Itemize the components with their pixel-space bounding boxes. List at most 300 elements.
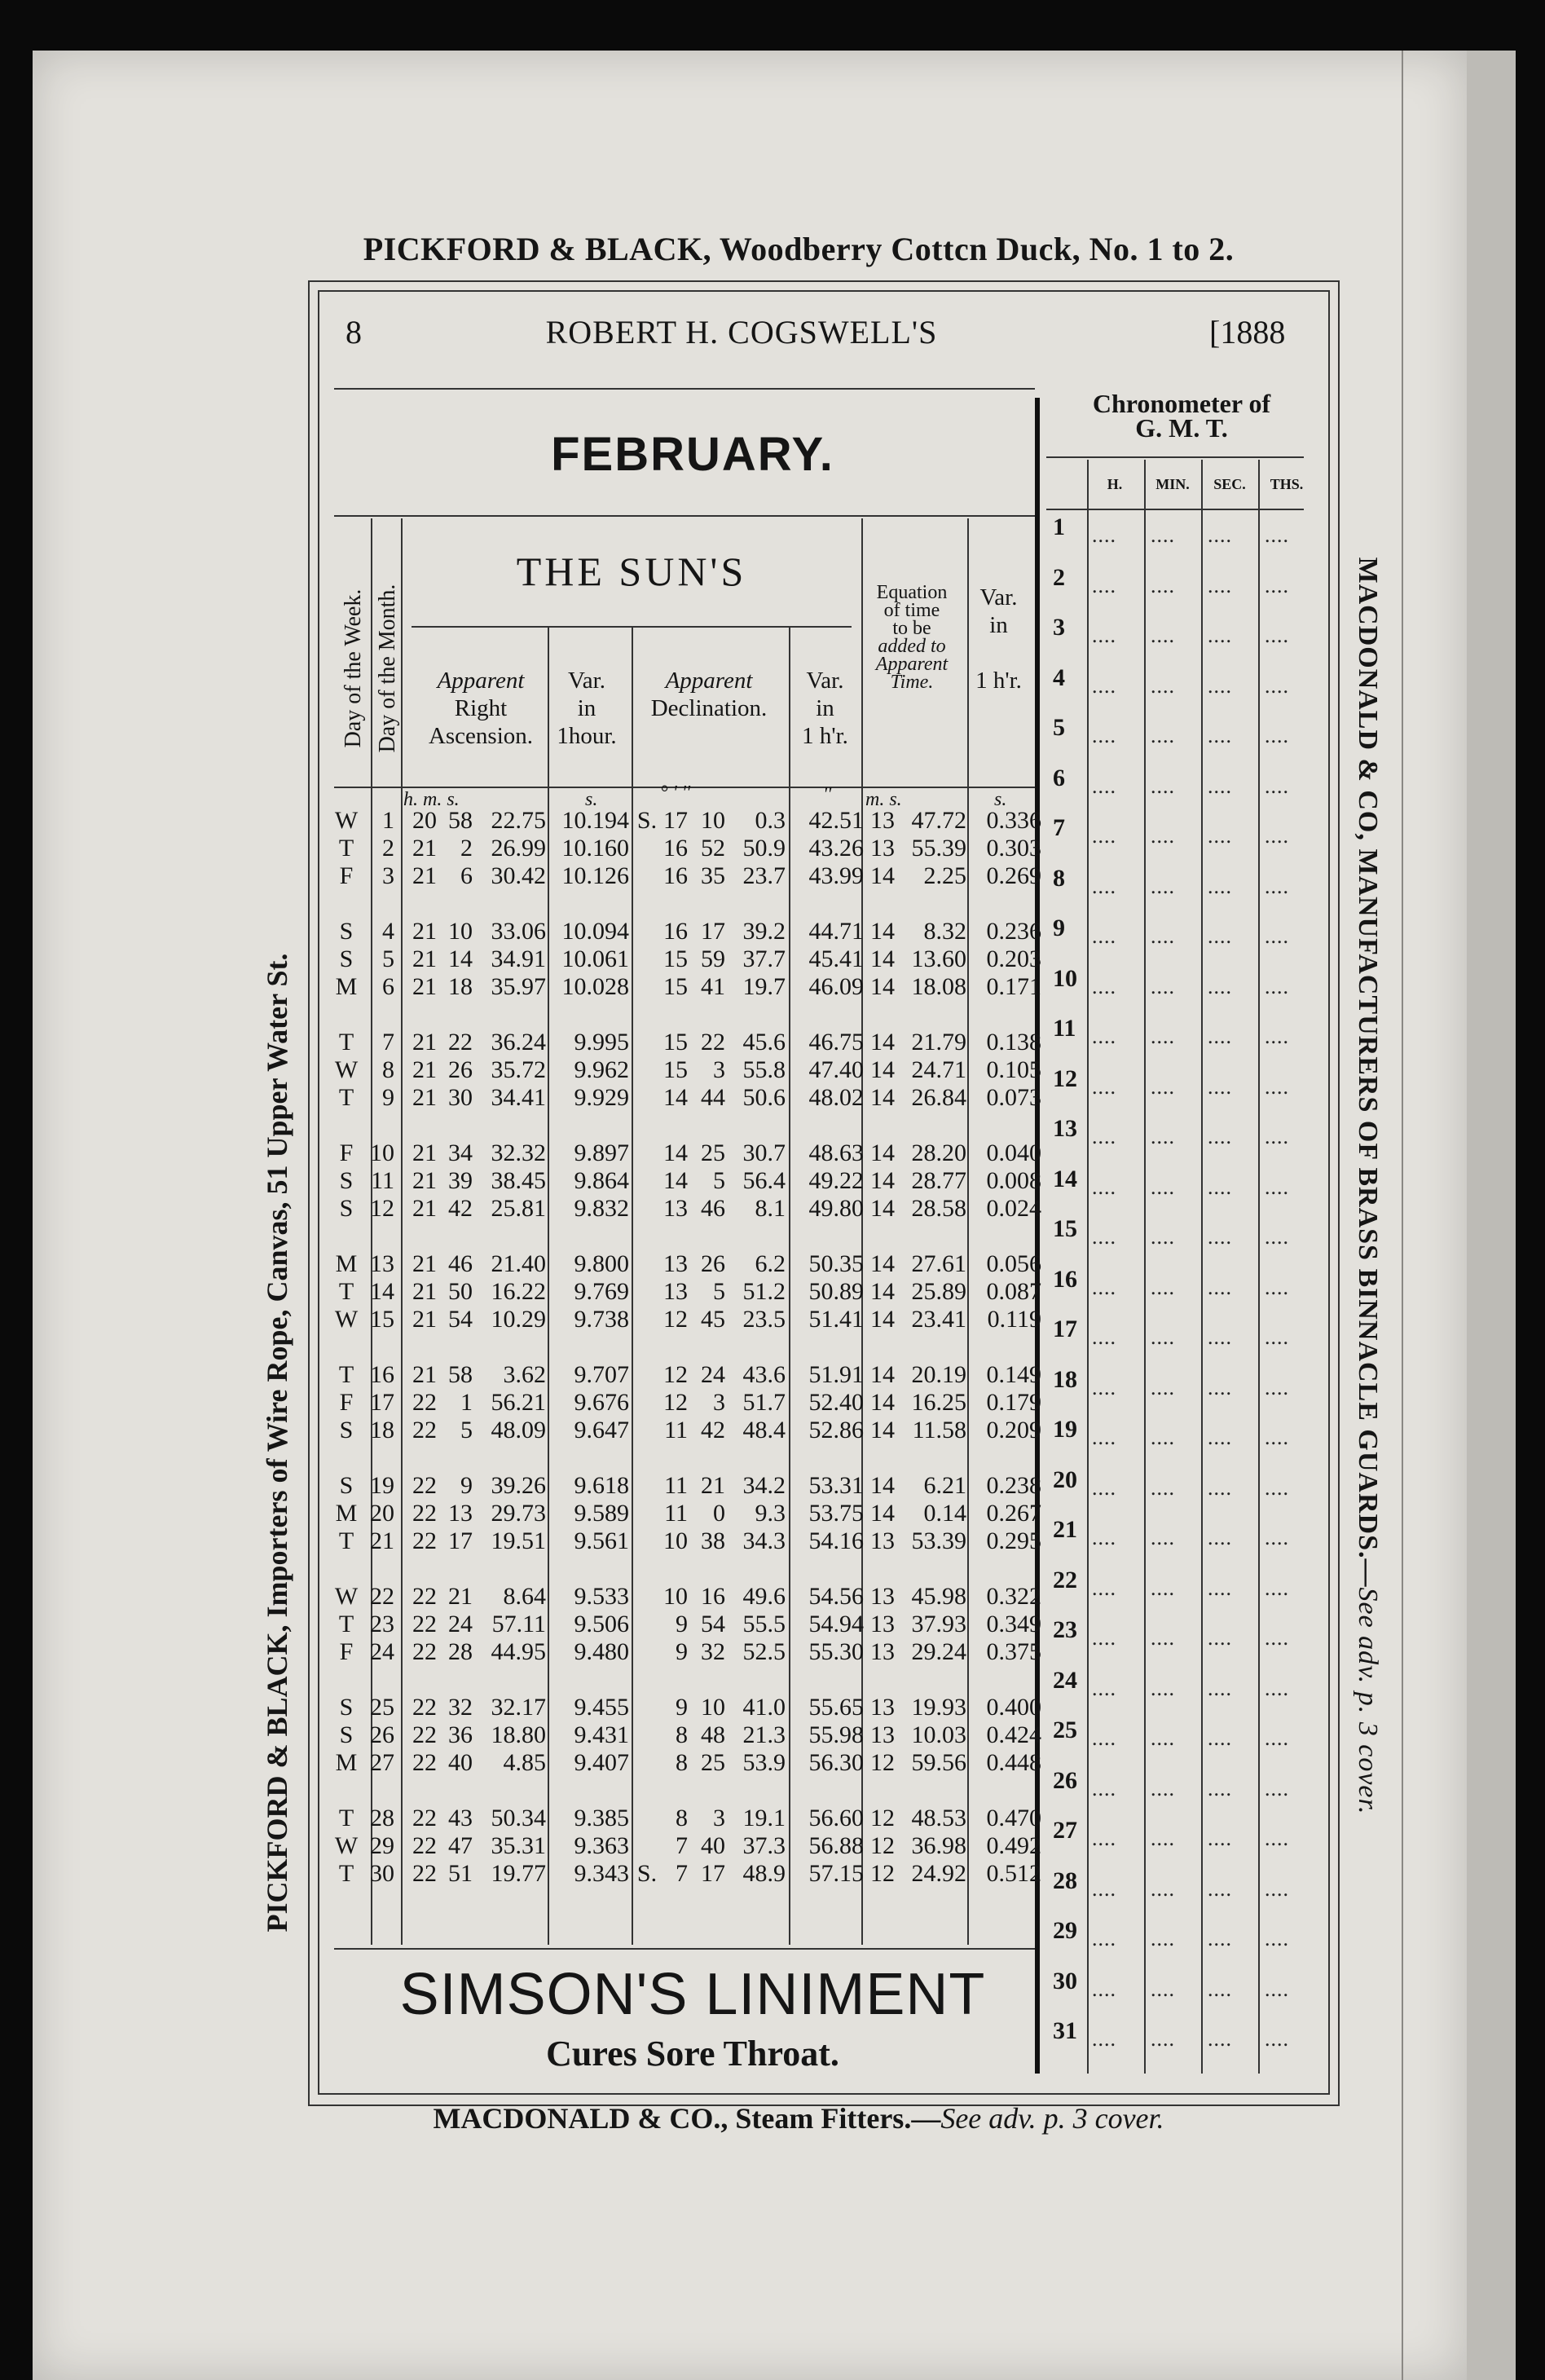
cell-rh: 22: [412, 1417, 437, 1443]
cell-em: 12: [870, 1832, 895, 1859]
cell-v3: 0.238: [986, 1472, 1041, 1499]
chrono-dots: ....: [1092, 1325, 1116, 1349]
chrono-dots: ....: [1208, 1827, 1232, 1850]
cell-es: 18.08: [911, 973, 966, 1000]
cell-v3: 0.269: [986, 862, 1041, 889]
chrono-dots: ....: [1265, 573, 1289, 597]
cell-dm: 45: [701, 1306, 725, 1333]
chrono-day: 26: [1053, 1766, 1077, 1794]
chrono-row: [1046, 564, 1315, 613]
chrono-dots: ....: [1208, 1426, 1232, 1449]
chrono-dots: ....: [1208, 1175, 1232, 1199]
chrono-day: 21: [1053, 1516, 1077, 1543]
cell-dm: 25: [701, 1749, 725, 1776]
cell-em: 14: [870, 1139, 895, 1166]
cell-d: 3: [382, 862, 394, 889]
cell-rh: 21: [412, 1278, 437, 1305]
cell-dd: 8: [676, 1805, 688, 1831]
chrono-dots: ....: [1208, 1776, 1232, 1800]
chrono-row: [1046, 1516, 1315, 1565]
cell-ds: 23.5: [742, 1306, 786, 1333]
chrono-dots: ....: [1265, 1676, 1289, 1700]
cell-d: 24: [370, 1638, 394, 1665]
cell-d: 2: [382, 835, 394, 862]
cell-wd: F: [339, 1139, 354, 1166]
chrono-row: [1046, 1065, 1315, 1114]
cell-rm: 10: [448, 918, 473, 945]
chrono-dots: ....: [1265, 874, 1289, 898]
chrono-dots: ....: [1151, 1225, 1175, 1249]
cell-em: 12: [870, 1860, 895, 1887]
cell-v3: 0.470: [986, 1805, 1041, 1831]
chrono-dots: ....: [1151, 1927, 1175, 1950]
cell-v2: 49.22: [808, 1167, 864, 1194]
ra-h3: Ascension.: [428, 723, 534, 749]
cell-v1: 9.676: [574, 1389, 629, 1416]
chrono-dots: ....: [1265, 2027, 1289, 2051]
cell-v2: 49.80: [808, 1195, 864, 1222]
cell-rh: 22: [412, 1472, 437, 1499]
page-number: 8: [346, 314, 362, 350]
ra-units: h. m. s.: [403, 789, 460, 810]
day-of-week-header: Day of the Week.: [341, 588, 366, 748]
cell-rs: 57.11: [491, 1611, 546, 1637]
cell-ds: 51.7: [742, 1389, 786, 1416]
var1-header: [550, 667, 623, 750]
cell-v1: 9.343: [574, 1860, 629, 1887]
chrono-row: [1046, 814, 1315, 863]
chrono-dots: ....: [1208, 1275, 1232, 1299]
chrono-dots: ....: [1265, 1977, 1289, 2001]
chrono-dots: ....: [1208, 624, 1232, 647]
cell-es: 19.93: [911, 1694, 966, 1721]
cell-rs: 36.24: [491, 1029, 546, 1056]
cell-v3: 0.105: [986, 1056, 1041, 1083]
chrono-dots: ....: [1265, 924, 1289, 948]
month-rule: [334, 515, 1035, 517]
cell-dd: 15: [663, 973, 688, 1000]
chrono-day: 27: [1053, 1817, 1077, 1844]
cell-wd: M: [335, 1500, 358, 1527]
cell-em: 14: [870, 1306, 895, 1333]
cell-es: 48.53: [911, 1805, 966, 1831]
cell-rh: 22: [412, 1583, 437, 1610]
cell-ds: 6.2: [755, 1250, 786, 1277]
cell-v2: 51.91: [808, 1361, 864, 1388]
cell-wd: T: [338, 1278, 354, 1305]
cell-em: 13: [870, 1583, 895, 1610]
chrono-dots: ....: [1092, 1576, 1116, 1600]
cell-dd: 17: [663, 807, 688, 834]
cell-em: 14: [870, 1500, 895, 1527]
cell-rm: 21: [448, 1583, 473, 1610]
cell-ds: 43.6: [742, 1361, 786, 1388]
cell-v2: 48.63: [808, 1139, 864, 1166]
cell-dd: 13: [663, 1278, 688, 1305]
cell-dm: 5: [713, 1167, 725, 1194]
chrono-day: 8: [1053, 864, 1065, 892]
cell-wd: W: [334, 1583, 359, 1610]
cell-es: 24.71: [911, 1056, 966, 1083]
chrono-rule: [1046, 509, 1304, 510]
chrono-dots: ....: [1265, 1475, 1289, 1500]
cell-wd: F: [339, 862, 354, 889]
cell-d: 21: [370, 1527, 394, 1554]
chrono-dots: ....: [1151, 1175, 1175, 1199]
cell-dd: 11: [664, 1472, 688, 1499]
chrono-dots: ....: [1092, 1526, 1116, 1549]
chrono-dots: ....: [1092, 1025, 1116, 1048]
cell-wd: T: [338, 1805, 354, 1831]
cell-v1: 9.800: [574, 1250, 629, 1277]
top-advertisement: PICKFORD & BLACK, Woodberry Cottcn Duck, No. 1 to 2.: [363, 231, 1235, 267]
cell-ds: 8.1: [755, 1195, 786, 1222]
table-row: [334, 1084, 1051, 1117]
cell-es: 2.25: [923, 862, 966, 889]
cell-ds: 55.5: [742, 1611, 786, 1637]
cell-es: 21.79: [911, 1029, 966, 1056]
cell-d: 18: [370, 1417, 394, 1443]
chrono-dots: ....: [1092, 1426, 1116, 1449]
chrono-row: [1046, 1266, 1315, 1315]
adjacent-page-edge: [1467, 51, 1516, 2380]
cell-d: 4: [382, 918, 394, 945]
cell-em: 13: [870, 1638, 895, 1665]
cell-rs: 35.31: [491, 1832, 546, 1859]
cell-v3: 0.179: [986, 1389, 1041, 1416]
cell-rs: 10.29: [491, 1306, 546, 1333]
chrono-col-sec: SEC.: [1213, 476, 1246, 492]
chrono-dots: ....: [1092, 774, 1116, 798]
chrono-row: [1046, 1466, 1315, 1515]
cell-v1: 9.618: [574, 1472, 629, 1499]
chrono-row: [1046, 765, 1315, 813]
chrono-row: [1046, 1667, 1315, 1716]
chrono-col-ths: THS.: [1270, 476, 1304, 492]
chrono-row: [1046, 614, 1315, 663]
cell-rm: 26: [448, 1056, 473, 1083]
cell-v2: 56.30: [808, 1749, 864, 1776]
chrono-day: 24: [1053, 1666, 1077, 1694]
chrono-dots: ....: [1265, 824, 1289, 848]
cell-v2: 55.65: [808, 1694, 864, 1721]
chrono-dots: ....: [1208, 974, 1232, 998]
cell-rs: 34.41: [491, 1084, 546, 1111]
cell-rs: 56.21: [491, 1389, 546, 1416]
cell-v3: 0.119: [987, 1306, 1041, 1333]
chrono-dots: ....: [1208, 874, 1232, 898]
cell-d: 10: [370, 1139, 394, 1166]
var3-h1: Var.: [979, 584, 1018, 610]
page-fold: [1402, 51, 1403, 2380]
chrono-dots: ....: [1265, 1275, 1289, 1299]
chrono-dots: ....: [1092, 724, 1116, 747]
cell-rh: 22: [412, 1832, 437, 1859]
cell-rh: 21: [412, 1361, 437, 1388]
cell-v2: 53.31: [808, 1472, 864, 1499]
ra-h2: Right: [454, 695, 508, 721]
cell-v1: 9.506: [574, 1611, 629, 1637]
cell-v2: 45.41: [808, 945, 864, 972]
cell-em: 14: [870, 1278, 895, 1305]
cell-v1: 9.589: [574, 1500, 629, 1527]
cell-rs: 50.34: [491, 1805, 546, 1831]
cell-dd: 16: [663, 862, 688, 889]
chrono-dots: ....: [1151, 1426, 1175, 1449]
cell-em: 12: [870, 1749, 895, 1776]
cell-rs: 19.51: [491, 1527, 546, 1554]
right-advertisement: [1342, 289, 1383, 2082]
cell-em: 14: [870, 1472, 895, 1499]
cell-v1: 9.864: [574, 1167, 629, 1194]
chrono-dots: ....: [1208, 1125, 1232, 1148]
cell-wd: W: [334, 1832, 359, 1859]
cell-v1: 9.995: [574, 1029, 629, 1056]
cell-v1: 10.194: [561, 807, 629, 834]
cell-dd: 14: [663, 1084, 688, 1111]
cell-d: 11: [371, 1167, 394, 1194]
table-row: [334, 1527, 1051, 1560]
chrono-day: 28: [1053, 1867, 1077, 1894]
chrono-dots: ....: [1265, 774, 1289, 798]
cell-dd: 10: [663, 1583, 688, 1610]
cell-dm: 42: [701, 1417, 725, 1443]
chrono-day: 10: [1053, 964, 1077, 992]
cell-v2: 54.16: [808, 1527, 864, 1554]
bottom-advertisement: [310, 2101, 1288, 2135]
cell-v1: 9.407: [574, 1749, 629, 1776]
cell-d: 26: [370, 1721, 394, 1748]
chrono-dots: ....: [1092, 673, 1116, 698]
cell-v3: 0.267: [986, 1500, 1041, 1527]
cell-ds: 34.3: [742, 1527, 786, 1554]
cell-wd: S: [339, 1472, 354, 1499]
cell-v1: 10.160: [561, 835, 629, 862]
chrono-dots: ....: [1092, 824, 1116, 848]
cell-rm: 28: [448, 1638, 473, 1665]
cell-v2: 56.88: [808, 1832, 864, 1859]
cell-rs: 16.22: [491, 1278, 546, 1305]
cell-v2: 44.71: [808, 918, 864, 945]
cell-dm: 5: [713, 1278, 725, 1305]
chrono-dots: ....: [1208, 1526, 1232, 1549]
cell-em: 14: [870, 973, 895, 1000]
chrono-dots: ....: [1151, 724, 1175, 747]
cell-em: 13: [870, 1611, 895, 1637]
chrono-day: 13: [1053, 1115, 1077, 1142]
chrono-dots: ....: [1208, 1876, 1232, 1901]
chrono-dots: ....: [1208, 1927, 1232, 1950]
cell-rm: 6: [460, 862, 473, 889]
chrono-dots: ....: [1092, 573, 1116, 597]
cell-dm: 38: [701, 1527, 725, 1554]
chrono-dots: ....: [1265, 1726, 1289, 1750]
chrono-dots: ....: [1265, 1325, 1289, 1349]
cell-wd: W: [334, 1306, 359, 1333]
chrono-day: 7: [1053, 814, 1065, 841]
cell-ds: 41.0: [742, 1694, 786, 1721]
ra-h1: Apparent: [437, 668, 525, 694]
chrono-dots: ....: [1151, 1025, 1175, 1048]
cell-dm: 40: [701, 1832, 725, 1859]
cell-dd: 16: [663, 918, 688, 945]
cell-rm: 17: [448, 1527, 473, 1554]
chrono-dots: ....: [1151, 774, 1175, 798]
cell-d: 25: [370, 1694, 394, 1721]
cell-d: 6: [382, 973, 394, 1000]
cell-em: 13: [870, 1527, 895, 1554]
cell-d: 20: [370, 1500, 394, 1527]
right-ad-ref: See adv. p. 3 cover.: [1353, 1587, 1383, 1815]
cell-v3: 0.236: [986, 918, 1041, 945]
cell-es: 55.39: [911, 835, 966, 862]
cell-dd: 11: [664, 1500, 688, 1527]
chrono-dots: ....: [1092, 924, 1116, 948]
cell-d: 30: [370, 1860, 394, 1887]
cell-dd: 14: [663, 1139, 688, 1166]
chrono-dots: ....: [1092, 874, 1116, 898]
chrono-dots: ....: [1092, 1827, 1116, 1850]
cell-rh: 22: [412, 1749, 437, 1776]
eq-h6: Time.: [890, 672, 934, 693]
cell-dd: 9: [676, 1611, 688, 1637]
chrono-dots: ....: [1265, 1626, 1289, 1650]
chrono-title-1: Chronometer of: [1092, 389, 1271, 418]
cell-dm: 52: [701, 835, 725, 862]
eq-h1: Equation: [876, 582, 948, 603]
cell-d: 23: [370, 1611, 394, 1637]
cell-rs: 32.17: [491, 1694, 546, 1721]
cell-v2: 50.35: [808, 1250, 864, 1277]
chrono-row: [1046, 2017, 1315, 2066]
cell-dm: 17: [701, 1860, 725, 1887]
chrono-col-min: MIN.: [1155, 476, 1190, 492]
cell-d: 22: [370, 1583, 394, 1610]
cell-es: 28.58: [911, 1195, 966, 1222]
cell-wd: F: [339, 1638, 354, 1665]
cell-dm: 32: [701, 1638, 725, 1665]
chrono-dots: ....: [1208, 1025, 1232, 1048]
cell-dm: 54: [701, 1611, 725, 1637]
cell-v1: 9.738: [574, 1306, 629, 1333]
cell-ds: 37.7: [742, 945, 786, 972]
var1-h1: Var.: [568, 668, 605, 694]
chrono-dots: ....: [1208, 1576, 1232, 1600]
chrono-day: 29: [1053, 1917, 1077, 1944]
cell-dm: 3: [713, 1389, 725, 1416]
cell-v3: 0.087: [986, 1278, 1041, 1305]
cell-rm: 50: [448, 1278, 473, 1305]
chrono-dots: ....: [1265, 523, 1289, 547]
chrono-day: 1: [1053, 513, 1065, 540]
cell-rm: 43: [448, 1805, 473, 1831]
chrono-title-2: G. M. T.: [1135, 413, 1228, 443]
chrono-row: [1046, 865, 1315, 914]
cell-dd: 15: [663, 1029, 688, 1056]
var2-units: '': [823, 784, 832, 805]
chrono-dots: ....: [1208, 1375, 1232, 1399]
cell-em: 13: [870, 807, 895, 834]
cell-em: 14: [870, 1361, 895, 1388]
cell-ds: 50.9: [742, 835, 786, 862]
chrono-dots: ....: [1265, 1426, 1289, 1449]
cell-rs: 38.45: [491, 1167, 546, 1194]
chrono-dots: ....: [1265, 1576, 1289, 1600]
cell-dd: 9: [676, 1694, 688, 1721]
cell-v1: 9.480: [574, 1638, 629, 1665]
cell-v3: 0.492: [986, 1832, 1041, 1859]
chrono-day: 6: [1053, 764, 1065, 791]
left-advertisement: PICKFORD & BLACK, Importers of Wire Rope, Canvas, 51 Upper Water St.: [261, 953, 293, 1933]
cell-rs: 3.62: [503, 1361, 546, 1388]
chrono-dots: ....: [1092, 1225, 1116, 1249]
cell-v3: 0.149: [986, 1361, 1041, 1388]
cell-wd: T: [338, 1860, 354, 1887]
cell-rm: 39: [448, 1167, 473, 1194]
cell-rh: 22: [412, 1500, 437, 1527]
cell-es: 45.98: [911, 1583, 966, 1610]
cell-rm: 47: [448, 1832, 473, 1859]
bottom-ad-text: MACDONALD & CO., Steam Fitters.—: [433, 2102, 941, 2135]
cell-em: 14: [870, 862, 895, 889]
day-of-month-header: Day of the Month.: [375, 584, 400, 753]
chrono-dots: ....: [1151, 1776, 1175, 1800]
cell-rh: 22: [412, 1638, 437, 1665]
chrono-dots: ....: [1151, 523, 1175, 547]
var3-h2: in: [989, 612, 1008, 638]
cell-es: 37.93: [911, 1611, 966, 1637]
cell-es: 10.03: [911, 1721, 966, 1748]
cell-rh: 22: [412, 1611, 437, 1637]
chrono-row: [1046, 1867, 1315, 1916]
cell-v3: 0.171: [986, 973, 1041, 1000]
liniment-subtitle: Cures Sore Throat.: [546, 2034, 839, 2074]
cell-ds: 55.8: [742, 1056, 786, 1083]
cell-rm: 58: [448, 1361, 473, 1388]
cell-d: 9: [382, 1084, 394, 1111]
var1-h2: in: [577, 695, 596, 721]
chrono-dots: ....: [1092, 1776, 1116, 1800]
cell-v2: 55.98: [808, 1721, 864, 1748]
cell-v1: 9.561: [574, 1527, 629, 1554]
sun-title: THE SUN'S: [516, 549, 747, 594]
chrono-dots: ....: [1092, 523, 1116, 547]
cell-rm: 32: [448, 1694, 473, 1721]
chrono-dots: ....: [1151, 1626, 1175, 1650]
cell-v3: 0.512: [986, 1860, 1041, 1887]
cell-es: 6.21: [923, 1472, 966, 1499]
eq-h3: to be: [892, 618, 931, 639]
chrono-dots: ....: [1092, 1275, 1116, 1299]
chrono-dots: ....: [1151, 874, 1175, 898]
cell-dd: 14: [663, 1167, 688, 1194]
month-title: FEBRUARY.: [551, 428, 834, 481]
right-ad-text: MACDONALD & CO, MANUFACTURERS OF BRASS BINNACLE GUARDS.—: [1353, 557, 1383, 1588]
cell-rs: 35.72: [491, 1056, 546, 1083]
cell-wd: T: [338, 835, 354, 862]
cell-em: 14: [870, 1056, 895, 1083]
cell-rs: 39.26: [491, 1472, 546, 1499]
chrono-dots: ....: [1151, 1977, 1175, 2001]
chrono-row: [1046, 1015, 1315, 1064]
chrono-dots: ....: [1092, 1475, 1116, 1500]
chrono-day: 22: [1053, 1566, 1077, 1593]
cell-es: 24.92: [911, 1860, 966, 1887]
chrono-dots: ....: [1151, 974, 1175, 998]
chrono-dots: ....: [1208, 774, 1232, 798]
eq-h4: added to: [878, 636, 946, 657]
dec-header: [627, 667, 790, 722]
